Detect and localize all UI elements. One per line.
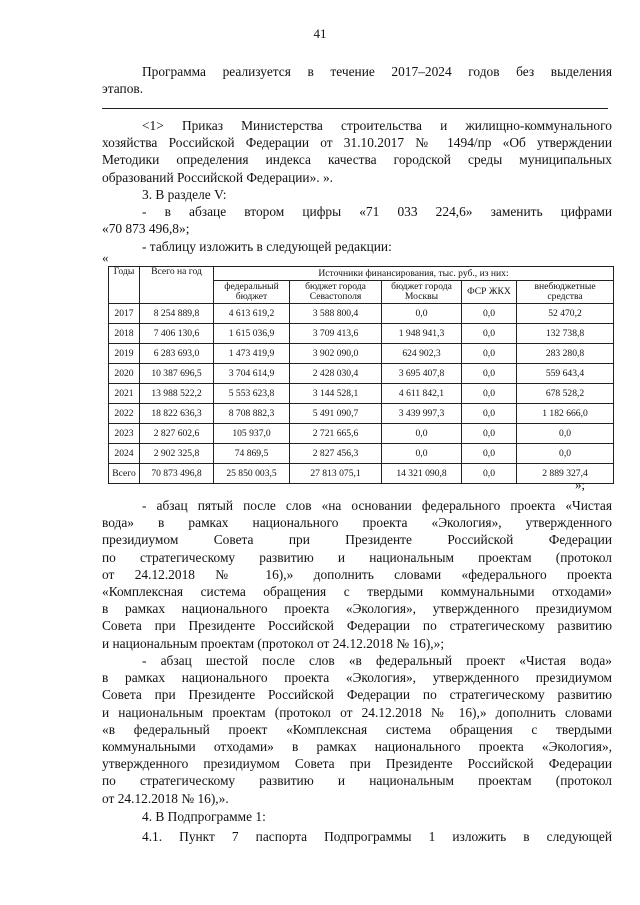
table-row	[109, 364, 614, 384]
cell-total: 7 406 130,6	[140, 324, 214, 344]
cell-total: 13 988 522,2	[140, 384, 214, 404]
section-item: - в абзаце втором цифры «71 033 224,6» заменить цифрами	[142, 204, 612, 220]
cell-fsr: 0,0	[462, 324, 517, 344]
cell-total: 18 822 636,3	[140, 404, 214, 424]
cell-federal: 4 613 619,2	[214, 304, 290, 324]
header-federal: федеральный бюджет	[214, 281, 290, 304]
header-extra: внебюджетные средства	[517, 281, 614, 304]
cell-year: 2023	[109, 424, 140, 444]
cell-federal: 74 869,5	[214, 444, 290, 464]
footnote-line: хозяйства Российской Федерации от 31.10.2017 № 1494/пр «Об утверждении	[102, 135, 612, 151]
section-heading: 4. В Подпрограмме 1:	[142, 809, 266, 824]
cell-moscow: 0,0	[382, 424, 462, 444]
cell-sevastopol: 27 813 075,1	[290, 464, 382, 484]
text-line: - абзац шестой после слов «в федеральный проект «Чистая вода»	[142, 653, 612, 668]
text-line: по стратегическому развитию и национальным проектам (протокол	[102, 773, 612, 789]
cell-extra: 2 889 327,4	[517, 464, 614, 484]
cell-sevastopol: 3 144 528,1	[290, 384, 382, 404]
footnote	[102, 117, 612, 186]
table-row	[109, 444, 614, 464]
table-row	[109, 324, 614, 344]
text-line: и национальным проектам (протокол от 24.12.2018 № 16),»;	[102, 635, 445, 651]
paragraph-5-amendment	[102, 497, 612, 652]
table-row	[109, 404, 614, 424]
table-row-total	[109, 464, 614, 484]
text-line: коммунальными отходами» в рамках национального проекта «Экология»,	[102, 739, 612, 755]
cell-year: 2021	[109, 384, 140, 404]
text-line: по стратегическому развитию и национальным проектам (протокол	[102, 549, 612, 565]
cell-extra: 559 643,4	[517, 364, 614, 384]
cell-federal: 8 708 882,3	[214, 404, 290, 424]
section-item: - таблицу изложить в следующей редакции:	[142, 238, 392, 254]
header-moscow: бюджет города Москвы	[382, 281, 462, 304]
cell-year: 2020	[109, 364, 140, 384]
cell-fsr: 0,0	[462, 304, 517, 324]
cell-extra: 283 280,8	[517, 344, 614, 364]
intro-line: Программа реализуется в течение 2017–2024 годов без выделения	[142, 64, 612, 79]
financing-table	[108, 266, 614, 484]
cell-sevastopol: 5 491 090,7	[290, 404, 382, 424]
text-line: «в федеральный проект «Комплексная система обращения с твердыми	[102, 721, 612, 737]
text-line: вода» в рамках национального проекта «Экология», утвержденного	[102, 515, 612, 531]
cell-federal: 1 615 036,9	[214, 324, 290, 344]
table-row	[109, 344, 614, 364]
cell-sevastopol: 3 588 800,4	[290, 304, 382, 324]
cell-total: 10 387 696,5	[140, 364, 214, 384]
cell-extra: 0,0	[517, 444, 614, 464]
quote-close: »;	[575, 477, 586, 492]
text-line: «Комплексная система обращения с твердыми коммунальными отходами»	[102, 584, 612, 600]
cell-federal: 25 850 003,5	[214, 464, 290, 484]
cell-extra: 52 470,2	[517, 304, 614, 324]
footnote-line: образований Российской Федерации». ».	[102, 169, 334, 185]
cell-extra: 132 738,8	[517, 324, 614, 344]
section-item: 4.1. Пункт 7 паспорта Подпрограммы 1 изложить в следующей	[142, 829, 612, 845]
section-item: «70 873 496,8»;	[102, 221, 190, 237]
section-4	[102, 808, 612, 845]
cell-extra: 678 528,2	[517, 384, 614, 404]
cell-federal: 5 553 623,8	[214, 384, 290, 404]
cell-federal: 105 937,0	[214, 424, 290, 444]
cell-sevastopol: 3 709 413,6	[290, 324, 382, 344]
header-years: Годы	[109, 267, 140, 304]
cell-total: 70 873 496,8	[140, 464, 214, 484]
text-line: в рамках национального проекта «Экология», утвержденного президиумом	[102, 601, 612, 617]
table-row	[109, 424, 614, 444]
paragraph-6-amendment	[102, 652, 612, 807]
cell-extra: 0,0	[517, 424, 614, 444]
cell-year: 2019	[109, 344, 140, 364]
cell-fsr: 0,0	[462, 404, 517, 424]
cell-sevastopol: 3 902 090,0	[290, 344, 382, 364]
cell-year: 2017	[109, 304, 140, 324]
cell-moscow: 1 948 941,3	[382, 324, 462, 344]
cell-total: 6 283 693,0	[140, 344, 214, 364]
cell-fsr: 0,0	[462, 464, 517, 484]
section-3	[102, 186, 612, 255]
cell-moscow: 0,0	[382, 444, 462, 464]
cell-fsr: 0,0	[462, 424, 517, 444]
cell-moscow: 14 321 090,8	[382, 464, 462, 484]
cell-year: 2018	[109, 324, 140, 344]
cell-moscow: 4 611 842,1	[382, 384, 462, 404]
cell-fsr: 0,0	[462, 344, 517, 364]
table-row	[109, 304, 614, 324]
section-heading: 3. В разделе V:	[142, 187, 227, 202]
cell-federal: 1 473 419,9	[214, 344, 290, 364]
header-sevastopol: бюджет города Севастополя	[290, 281, 382, 304]
text-line: и национальным проектам (протокол от 24.12.2018 № 16),» дополнить словами	[102, 704, 612, 720]
cell-moscow: 3 695 407,8	[382, 364, 462, 384]
text-line: Совета при Президенте Российской Федерации по стратегическому развитию	[102, 687, 612, 703]
cell-moscow: 0,0	[382, 304, 462, 324]
page-number: 41	[313, 26, 327, 41]
cell-moscow: 3 439 997,3	[382, 404, 462, 424]
footnote-line: Методики определения индекса качества городской среды муниципальных	[102, 152, 612, 168]
header-total: Всего на год	[140, 267, 214, 304]
footnote-separator	[102, 108, 608, 109]
table-row	[109, 384, 614, 404]
text-line: президиумом Совета при Президенте Российской Федерации	[102, 532, 612, 548]
cell-sevastopol: 2 428 030,4	[290, 364, 382, 384]
cell-total: 8 254 889,8	[140, 304, 214, 324]
cell-sevastopol: 2 827 456,3	[290, 444, 382, 464]
intro-paragraph	[102, 63, 612, 97]
cell-fsr: 0,0	[462, 364, 517, 384]
cell-total: 2 827 602,6	[140, 424, 214, 444]
text-line: от 24.12.2018 № 16),» дополнить словами «федерального проекта	[102, 566, 612, 582]
cell-fsr: 0,0	[462, 444, 517, 464]
header-fsr: ФСР ЖКХ	[462, 281, 517, 304]
text-line: - абзац пятый после слов «на основании федерального проекта «Чистая	[142, 498, 612, 513]
cell-year: 2022	[109, 404, 140, 424]
cell-year: 2024	[109, 444, 140, 464]
intro-line: этапов.	[102, 81, 144, 97]
cell-total: 2 902 325,8	[140, 444, 214, 464]
cell-year: Всего	[109, 464, 140, 484]
text-line: Совета при Президенте Российской Федерации по стратегическому развитию	[102, 618, 612, 634]
cell-fsr: 0,0	[462, 384, 517, 404]
cell-federal: 3 704 614,9	[214, 364, 290, 384]
header-sources: Источники финансирования, тыс. руб., из них:	[214, 267, 614, 281]
quote-open: «	[102, 250, 109, 265]
text-line: от 24.12.2018 № 16),».	[102, 790, 229, 806]
cell-extra: 1 182 666,0	[517, 404, 614, 424]
cell-moscow: 624 902,3	[382, 344, 462, 364]
footnote-line: <1> Приказ Министерства строительства и жилищно-коммунального	[142, 118, 612, 133]
text-line: в рамках национального проекта «Экология», утвержденного президиумом	[102, 670, 612, 686]
text-line: утвержденного президиумом Совета при Президенте Российской Федерации	[102, 756, 612, 772]
cell-sevastopol: 2 721 665,6	[290, 424, 382, 444]
